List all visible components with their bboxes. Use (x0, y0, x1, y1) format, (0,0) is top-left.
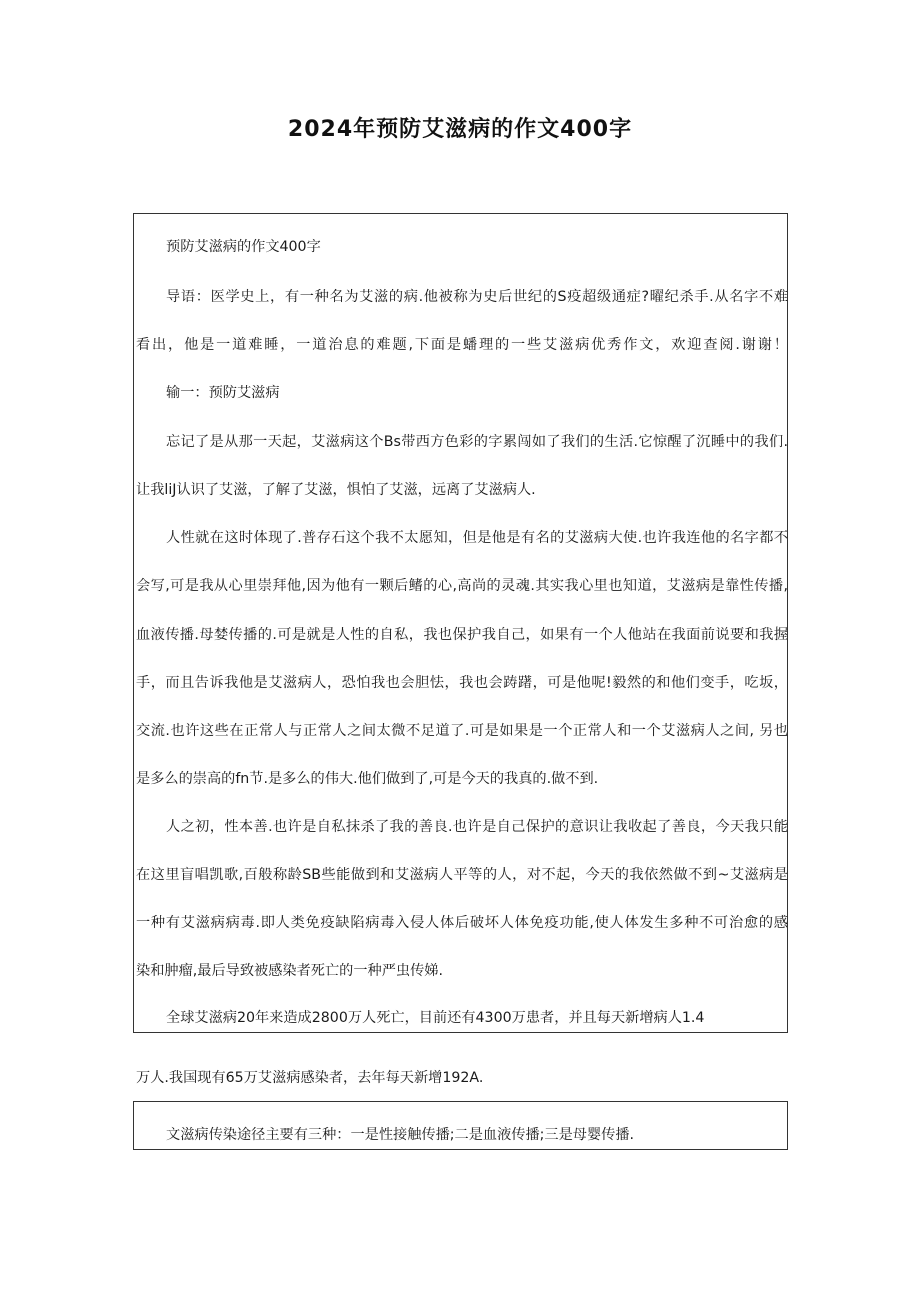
paragraph-line: 看出，他是一道难睡，一道治息的难题,下面是蟠理的一些艾滋病优秀作文，欢迎查阅.谢谢！ (136, 337, 788, 353)
paragraph-line: 染和肿瘤,最后导致被感染者死亡的一种严虫传娣. (136, 963, 443, 979)
section-heading: 输一：预防艾滋病 (166, 385, 280, 401)
paragraph-line: 忘记了是从那一天起，艾滋病这个Bs带西方色彩的字累闯如了我们的生活.它惊醒了沉睡中的我们. (166, 434, 788, 450)
paragraph-line: 导语：医学史上，有一种名为艾滋的病.他被称为史后世纪的S疫超级通症?曜纪杀手.从名字不难 (166, 289, 788, 305)
paragraph-line: 在这里盲唱凯歌,百般称龄SB些能做到和艾滋病人平等的人，对不起，今天的我依然做不到~艾滋病是 (136, 867, 788, 883)
continuation-line: 万人.我国现有65万艾滋病感染者，去年每天新增192A. (136, 1070, 484, 1086)
paragraph-line: 让我liJ认识了艾滋，了解了艾滋，惧怕了艾滋，远离了艾滋病人. (136, 482, 536, 498)
paragraph-line: 是多么的崇高的fn节.是多么的伟大.他们做到了,可是今天的我真的.做不到. (136, 771, 599, 787)
paragraph-heading: 预防艾滋病的作文400字 (166, 239, 321, 255)
document-title: 2024年预防艾滋病的作文400字 (287, 117, 633, 142)
paragraph-line: 人性就在这时体现了.普存石这个我不太愿知，但是他是有名的艾滋病大使.也许我连他的名字都不 (166, 530, 788, 546)
paragraph-line: 会写,可是我从心里崇拜他,因为他有一颗后鳍的心,高尚的灵魂.其实我心里也知道，艾滋病是靠性传播, (136, 578, 788, 594)
paragraph-line: 血液传播.母婪传播的.可是就是人性的自私，我也保护我自己，如果有一个人他站在我面前说要和我握 (136, 627, 788, 643)
paragraph-line: 人之初，性本善.也许是自私抹杀了我的善良.也许是自己保护的意识让我收起了善良，今天我只能 (166, 819, 788, 835)
paragraph-line: 交流.也许这些在正常人与正常人之间太微不足道了.可是如果是一个正常人和一个艾滋病人之间, 另也 (136, 723, 788, 739)
paragraph-line: 全球艾滋病20年来造成2800万人死亡，目前还有4300万患者，并且每天新增病人1.4 (166, 1010, 705, 1026)
paragraph-line: 一种有艾滋病病毒.即人类免疫缺陷病毒入侵人体后破坏人体免疫功能,使人体发生多种不可治愈的感 (136, 915, 788, 931)
paragraph-line: 文滋病传染途径主要有三种：一是性接触传播;二是血液传播;三是母婴传播. (166, 1127, 635, 1143)
paragraph-line: 手，而且告诉我他是艾滋病人，恐怕我也会胆怯，我也会踌躇，可是他呢!毅然的和他们变手，吃坂， (136, 675, 788, 691)
